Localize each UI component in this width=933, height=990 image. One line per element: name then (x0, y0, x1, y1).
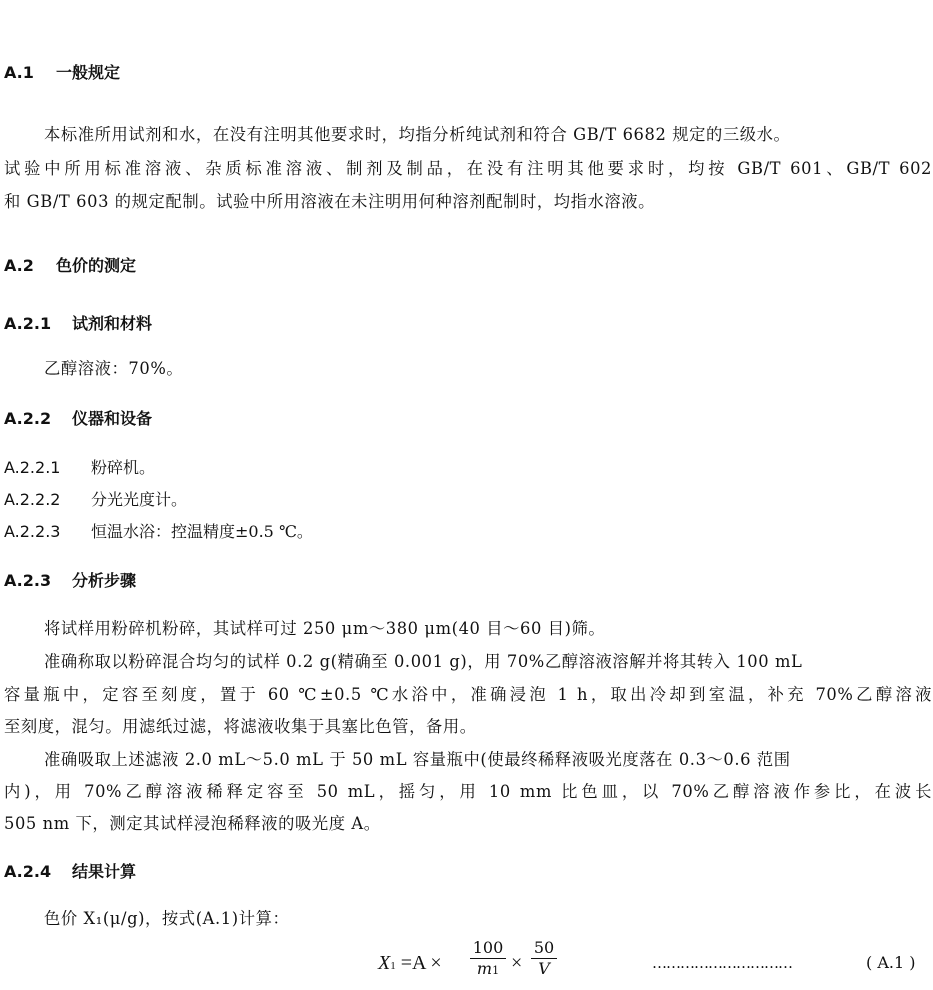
a221-item (4, 455, 155, 478)
fraction-numerator: 100 (472, 938, 504, 957)
section-title: 仪器和设备 (72, 409, 153, 428)
a23-paragraph-1: 将试样用粉碎机粉碎，其试样可过 250 μm～380 μm(40 目～60 目)筛。 (44, 619, 606, 638)
a23-paragraph-2-line-3: 至刻度，混匀。用滤纸过滤，将滤液收集于具塞比色管，备用。 (4, 717, 477, 736)
section-title: 试剂和材料 (72, 314, 153, 333)
a222-item (4, 487, 187, 510)
a1-paragraph-line-1: 本标准所用试剂和水，在没有注明其他要求时，均指分析纯试剂和符合 GB/T 6682 规定的三级水。 (44, 125, 791, 144)
section-title: 一般规定 (56, 63, 121, 82)
a223-item (4, 519, 313, 542)
formula-leader-dots: ………………………… (652, 954, 792, 972)
formula-fraction-100-m1 (470, 939, 506, 980)
item-text: 恒温水浴：控温精度±0.5 ℃。 (91, 522, 313, 541)
item-text: 粉碎机。 (91, 458, 156, 477)
a23-paragraph-3-line-3: 505 nm 下，测定其试样浸泡稀释液的吸光度 A。 (4, 814, 381, 833)
section-a24-heading (4, 859, 136, 882)
a23-paragraph-2-line-2: 容量瓶中，定容至刻度，置于 60 ℃±0.5 ℃水浴中，准确浸泡 1 h，取出冷却到室温，补充 70%乙醇溶液 (4, 685, 932, 704)
a24-paragraph: 色价 X₁(μ/g)，按式(A.1)计算： (44, 909, 290, 928)
section-number: A.1 (4, 63, 34, 82)
formula-equals-a: =A × (400, 952, 442, 974)
fraction-denominator: m1 (476, 959, 500, 978)
section-a22-heading (4, 406, 152, 429)
a23-paragraph-2-line-1: 准确称取以粉碎混合均匀的试样 0.2 g(精确至 0.001 g)，用 70%乙醇溶液溶解并将其转入 100 mL (44, 652, 803, 671)
item-number: A.2.2.1 (4, 458, 61, 477)
section-number: A.2.3 (4, 571, 52, 590)
section-number: A.2.1 (4, 314, 52, 333)
section-title: 分析步骤 (72, 571, 137, 590)
formula-times: × (511, 952, 523, 974)
fraction-numerator: 50 (533, 938, 555, 957)
fraction-denominator: V (538, 959, 550, 978)
section-title: 色价的测定 (56, 256, 137, 275)
section-number: A.2 (4, 256, 34, 275)
formula-subscript: 1 (390, 960, 396, 972)
formula-label: ( A.1 ) (866, 953, 916, 972)
section-number: A.2.4 (4, 862, 52, 881)
a23-paragraph-3-line-1: 准确吸取上述滤液 2.0 mL～5.0 mL 于 50 mL 容量瓶中(使最终稀释液吸光度落在 0.3～0.6 范围 (44, 750, 791, 769)
a1-paragraph-line-3: 和 GB/T 603 的规定配制。试验中所用溶液在未注明用何种溶剂配制时，均指水溶液。 (4, 192, 656, 211)
item-text: 分光光度计。 (91, 490, 188, 509)
a21-paragraph: 乙醇溶液：70%。 (44, 359, 184, 378)
formula-variable-x: X (378, 952, 391, 974)
a23-paragraph-3-line-2: 内)，用 70%乙醇溶液稀释定容至 50 mL，摇匀，用 10 mm 比色皿，以 70%乙醇溶液作参比，在波长 (4, 782, 932, 801)
item-number: A.2.2.2 (4, 490, 61, 509)
section-a23-heading (4, 568, 136, 591)
item-number: A.2.2.3 (4, 522, 61, 541)
a1-paragraph-line-2: 试验中所用标准溶液、杂质标准溶液、制剂及制品，在没有注明其他要求时，均按 GB/T 601、GB/T 602 (4, 159, 932, 178)
formula-fraction-50-v (531, 939, 557, 978)
section-a2-heading (4, 253, 136, 276)
section-a21-heading (4, 311, 152, 334)
section-title: 结果计算 (72, 862, 137, 881)
formula-lhs (378, 952, 442, 975)
section-a1-heading (4, 60, 120, 83)
section-number: A.2.2 (4, 409, 52, 428)
